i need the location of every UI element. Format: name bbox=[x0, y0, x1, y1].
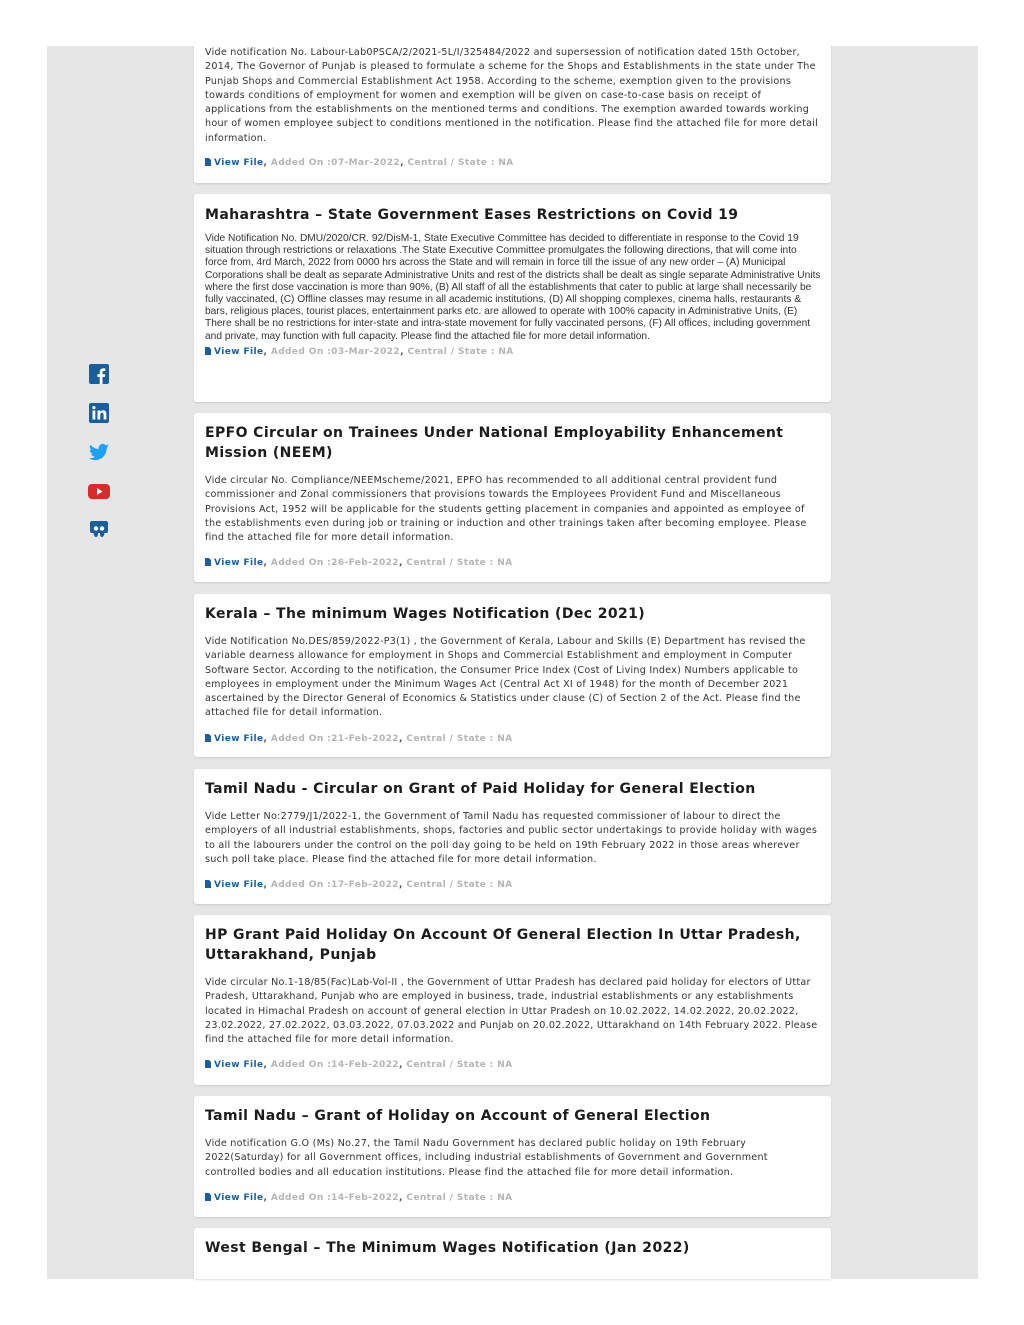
article-body: Vide Notification No. DMU/2020/CR. 92/DisM-1, State Executive Committee has decided to differentiate in response to the Covid 19 situation through restrictions or relaxations .The State Executive Committee promulgates the following directions, that will come into force from, 4rd March, 2022 from 0000 hrs across the State and will remain in force till the issue of any new order – (A) Municipal Corporations shall be dealt as separate Administrative Units and rest of the districts shall be dealt as single separate Administrative Units where the first dose vaccination is more than 90%, (B) All staff of all the establishments that cater to public at large shall necessarily be fully vaccinated, (C) Offline classes may resume in all academic institutions, (D) All shopping complexes, cinema halls, restaurants & bars, religious places, tourist places, entertainment parks etc. are allowed to operate with 100% capacity in Administrative Units, (E) There shall be no restrictions for inter-state and intra-state movement for fully vaccinated persons, (F) All offices, including government and private, may function with full capacity. Please find the attached file for more detail information. bbox=[205, 233, 821, 342]
article-title[interactable]: Kerala – The minimum Wages Notification (Dec 2021) bbox=[205, 606, 646, 622]
pdf-icon bbox=[205, 734, 211, 742]
region-label: Central / State : NA bbox=[406, 1060, 513, 1071]
article-card bbox=[194, 413, 831, 582]
region-label: Central / State : NA bbox=[406, 733, 513, 744]
view-file-link[interactable]: View File bbox=[205, 1060, 263, 1070]
article-title[interactable]: Maharashtra – State Government Eases Restrictions on Covid 19 bbox=[205, 207, 739, 223]
article-title[interactable]: Tamil Nadu - Circular on Grant of Paid Holiday for General Election bbox=[205, 781, 756, 797]
region-label: Central / State : NA bbox=[407, 346, 514, 357]
pdf-icon bbox=[205, 1193, 211, 1201]
article-body: Vide Letter No:2779/J1/2022-1, the Government of Tamil Nadu has requested commissioner of labour to direct the employers of all industrial establishments, shops, factories and public sector undertakings to provide holiday with wages to all the labourers under the control on the poll day going to be held on 19th February 2022 in those areas wherever such poll take place. Please find the attached file for more detail information. bbox=[205, 811, 818, 865]
article-body: Vide circular No.1-18/85(Fac)Lab-Vol-II , the Government of Uttar Pradesh has declared paid holiday for electors of Uttar Pradesh, Uttarakhand, Punjab who are employed in business, trade, industrial establishments or any establishments located in Himachal Pradesh on account of general election in Uttar Pradesh on 10.02.2022, 14.02.2022, 20.02.2022, 23.02.2022, 27.02.2022, 03.03.2022, 07.03.2022 and Punjab on 20.02.2022, Uttarakhand on 14th February 2022. Please find the attached file for more detail information. bbox=[205, 977, 818, 1046]
pdf-icon bbox=[205, 1060, 211, 1068]
added-date: Added On :14-Feb-2022 bbox=[270, 1060, 399, 1071]
view-file-link[interactable]: View File bbox=[205, 558, 263, 568]
view-file-link[interactable]: View File bbox=[205, 347, 263, 357]
pdf-icon bbox=[205, 158, 211, 166]
article-card bbox=[194, 594, 831, 757]
article-title[interactable]: West Bengal – The Minimum Wages Notification (Jan 2022) bbox=[205, 1240, 690, 1256]
view-file-link[interactable]: View File bbox=[205, 880, 263, 890]
region-label: Central / State : NA bbox=[407, 158, 514, 169]
article-body: Vide circular No. Compliance/NEEMscheme/2021, EPFO has recommended to all additional central provident fund commissioner and Zonal commissioners that provisions towards the Employees Provident Fund and Miscellaneous Provisions Act, 1952 will be applicable for the students getting placement in companies and appointed as employee of the establishments even during job or training or induction and other trainings taken after becoming employee. Please find the attached file for more detail information. bbox=[205, 475, 807, 544]
linkedin-icon bbox=[87, 401, 111, 425]
article-meta: View File, Added On :07-Mar-2022, Central / State : NA bbox=[205, 157, 821, 169]
article-card bbox=[194, 40, 831, 183]
article-meta: View File, Added On :14-Feb-2022, Central / State : NA bbox=[205, 1059, 821, 1071]
added-date: Added On :17-Feb-2022 bbox=[270, 880, 399, 891]
view-file-link[interactable]: View File bbox=[205, 158, 263, 168]
twitter-link[interactable] bbox=[87, 440, 111, 464]
article-card bbox=[194, 769, 831, 904]
region-label: Central / State : NA bbox=[406, 880, 513, 891]
facebook-link[interactable] bbox=[87, 362, 111, 386]
article-body: Vide Notification No.DES/859/2022-P3(1) , the Government of Kerala, Labour and Skills (E) Department has revised the variable dearness allowance for employment in Shops and Commercial Establishment and employment in Computer Software Sector. According to the notification, the Consumer Price Index (Cost of Living Index) Numbers applicable to employees in employment under the Minimum Wages Act (Central Act XI of 1948) for the month of December 2021 ascertained by the Director General of Economics & Statistics under clause (C) of Section 2 of the Act. Please find the attached file for detail information. bbox=[205, 636, 806, 719]
added-date: Added On :14-Feb-2022 bbox=[270, 1192, 399, 1203]
pdf-icon bbox=[205, 880, 211, 888]
article-card bbox=[194, 1096, 831, 1217]
article-body: Vide notification G.O (Ms) No.27, the Tamil Nadu Government has declared public holiday on 19th February 2022(Saturday) for all Government offices, including industrial establishments of Government and Government controlled bodies and all education institutions. Please find the attached file for more detail information. bbox=[205, 1138, 768, 1178]
article-card bbox=[194, 915, 831, 1085]
added-date: Added On :03-Mar-2022 bbox=[270, 346, 401, 357]
added-date: Added On :26-Feb-2022 bbox=[270, 558, 399, 569]
view-file-link[interactable]: View File bbox=[205, 1193, 263, 1203]
slideshare-icon bbox=[87, 518, 111, 542]
view-file-link[interactable]: View File bbox=[205, 734, 263, 744]
article-meta: View File, Added On :21-Feb-2022, Central / State : NA bbox=[205, 733, 821, 745]
linkedin-link[interactable] bbox=[87, 401, 111, 425]
article-meta: View File, Added On :26-Feb-2022, Central / State : NA bbox=[205, 557, 821, 569]
article-meta: View File, Added On :14-Feb-2022, Central / State : NA bbox=[205, 1192, 821, 1204]
article-meta: View File, Added On :03-Mar-2022, Central / State : NA bbox=[205, 346, 821, 358]
added-date: Added On :07-Mar-2022 bbox=[270, 158, 401, 169]
twitter-icon bbox=[87, 440, 111, 464]
slideshare-link[interactable] bbox=[87, 518, 111, 542]
article-meta: View File, Added On :17-Feb-2022, Central / State : NA bbox=[205, 879, 821, 891]
youtube-icon bbox=[87, 479, 111, 503]
article-body: Vide notification No. Labour-Lab0PSCA/2/2021-5L/I/325484/2022 and supersession of notification dated 15th October, 2014, The Governor of Punjab is pleased to formulate a scheme for the Shops and Establishments in the state under The Punjab Shops and Commercial Establishment Act 1958. According to the scheme, exemption given to the provisions towards conditions of employment for women and exemption will be given on case-to-case basis on receipt of applications from the establishments on the mentioned terms and conditions. The exemption awarded towards working hour of women employee subject to conditions mentioned in the notification. Please find the attached file for more detail information. bbox=[205, 47, 819, 144]
facebook-icon bbox=[87, 362, 111, 386]
pdf-icon bbox=[205, 347, 211, 355]
article-title[interactable]: Tamil Nadu – Grant of Holiday on Account of General Election bbox=[205, 1108, 711, 1124]
article-card bbox=[194, 194, 831, 402]
article-title[interactable]: HP Grant Paid Holiday On Account Of General Election In Uttar Pradesh, Uttarakhand, Punjab bbox=[205, 927, 801, 963]
article-card bbox=[194, 1228, 831, 1279]
youtube-link[interactable] bbox=[87, 479, 111, 503]
article-title[interactable]: EPFO Circular on Trainees Under National Employability Enhancement Mission (NEEM) bbox=[205, 425, 784, 461]
region-label: Central / State : NA bbox=[406, 1192, 513, 1203]
social-share-bar bbox=[87, 362, 111, 557]
region-label: Central / State : NA bbox=[406, 558, 513, 569]
pdf-icon bbox=[205, 558, 211, 566]
added-date: Added On :21-Feb-2022 bbox=[270, 733, 399, 744]
